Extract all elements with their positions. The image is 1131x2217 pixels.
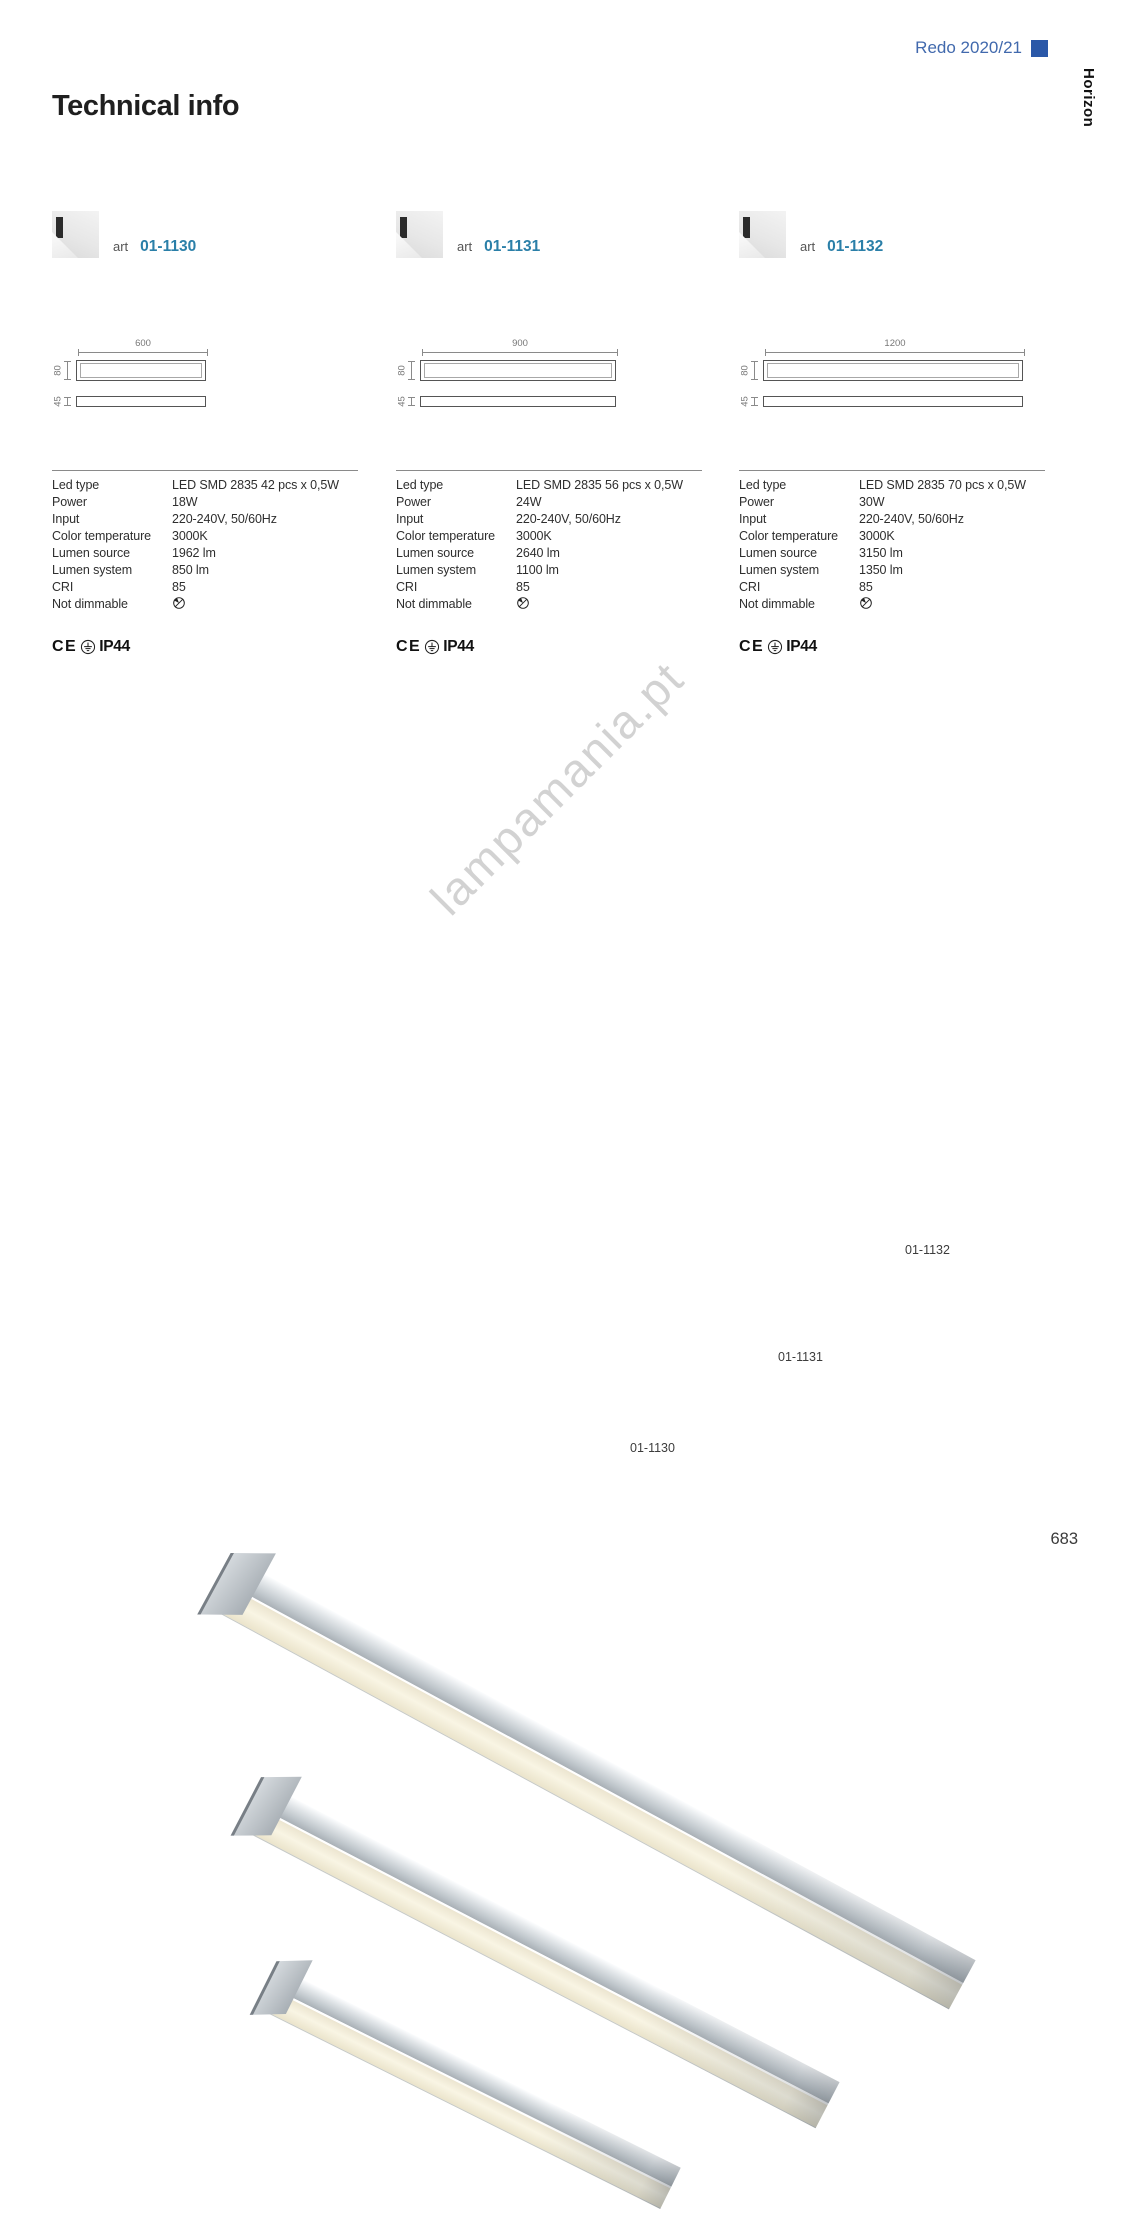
spec-value: 3000K [859,529,895,543]
spec-value: 30W [859,495,885,509]
dimension-line [67,397,68,406]
spec-value: 85 [172,580,186,594]
depth-dimension: 45 [52,396,64,407]
spec-value: 850 lm [172,563,209,577]
not-dimmable-icon [859,596,1045,613]
spec-label: Input [52,512,80,526]
spec-label: Not dimmable [739,597,815,611]
side-view-rect [76,396,206,407]
dimension-line [411,361,412,380]
spec-value: 220-240V, 50/60Hz [516,512,621,526]
spec-label: Color temperature [52,529,152,543]
spec-value: 1962 lm [172,546,216,560]
product-photo [0,760,1131,1480]
spec-label: Lumen system [739,563,820,577]
spec-label: Power [396,495,431,509]
certifications [52,638,358,656]
end-cap [197,1553,276,1615]
ip-rating: IP44 [786,638,817,655]
spec-value: 220-240V, 50/60Hz [172,512,277,526]
spec-label: Lumen source [739,546,818,560]
dimension-line [765,352,1025,353]
front-view-rect [76,360,206,381]
product-column-01-1131 [396,202,702,656]
dimension-drawing [739,338,1045,407]
spec-label: CRI [739,580,761,594]
earth-ground-icon [424,639,440,655]
spec-value: LED SMD 2835 70 pcs x 0,5W [859,478,1026,492]
page-number: 683 [1050,1530,1078,1548]
spec-value: 220-240V, 50/60Hz [859,512,964,526]
end-cap [231,1777,302,1836]
not-dimmable-icon [172,596,358,613]
dimension-line [67,361,68,380]
spec-label: Not dimmable [52,597,128,611]
spec-value: 24W [516,495,542,509]
front-view-rect [763,360,1023,381]
dimension-line [411,397,412,406]
art-label: art [457,239,473,254]
not-dimmable-icon [516,596,702,613]
photo-label-01-1131: 01-1131 [778,1350,823,1364]
dimension-line [754,361,755,380]
ip-rating: IP44 [443,638,474,655]
certifications [739,638,1045,656]
ce-mark-icon: CE [52,638,78,655]
art-number-link[interactable]: 01-1130 [140,238,197,255]
spec-table [396,470,702,613]
product-column-01-1132 [739,202,1045,656]
height-dimension: 80 [52,365,64,376]
spec-value: 18W [172,495,198,509]
spec-value: 1350 lm [859,563,903,577]
catalog-title: Redo 2020/21 [915,38,1022,57]
spec-label: CRI [396,580,418,594]
dimension-drawing [52,338,358,407]
spec-label: Led type [739,478,787,492]
side-view-rect [420,396,616,407]
art-number-link[interactable]: 01-1131 [484,238,541,255]
height-dimension: 80 [396,365,408,376]
spec-label: Input [396,512,424,526]
page-title: Technical info [52,90,240,122]
width-dimension: 900 [512,338,528,349]
spec-label: Input [739,512,767,526]
catalog-header [915,38,1048,58]
section-tab-horizon: Horizon [1080,68,1097,128]
spec-label: Power [739,495,774,509]
dimension-line [78,352,208,353]
spec-value: 3150 lm [859,546,903,560]
luminaire-image-01-1131 [239,1782,840,2128]
luminaire-image-01-1132 [206,1557,975,2009]
ip-rating: IP44 [99,638,130,655]
spec-value: 2640 lm [516,546,560,560]
earth-ground-icon [767,639,783,655]
spec-label: Lumen system [396,563,477,577]
spec-value: 85 [859,580,873,594]
spec-label: Not dimmable [396,597,472,611]
end-cap [250,1960,313,2015]
art-label: art [800,239,816,254]
width-dimension: 600 [135,338,151,349]
ce-mark-icon: CE [739,638,765,655]
spec-table [739,470,1045,613]
spec-label: Color temperature [739,529,839,543]
spec-value: LED SMD 2835 56 pcs x 0,5W [516,478,683,492]
depth-dimension: 45 [739,396,751,407]
side-view-rect [763,396,1023,407]
spec-value: LED SMD 2835 42 pcs x 0,5W [172,478,339,492]
spec-table [52,470,358,613]
spec-label: Lumen source [396,546,475,560]
dimension-line [422,352,618,353]
width-dimension: 1200 [884,338,906,349]
product-thumbnail-image [396,211,443,258]
dimension-drawing [396,338,702,407]
art-label: art [113,239,129,254]
spec-label: CRI [52,580,74,594]
spec-label: Led type [396,478,444,492]
product-thumbnail-image [739,211,786,258]
depth-dimension: 45 [396,396,408,407]
spec-label: Lumen source [52,546,131,560]
spec-value: 3000K [516,529,552,543]
product-column-01-1130 [52,202,358,656]
dimension-line [754,397,755,406]
art-number-link[interactable]: 01-1132 [827,238,884,255]
front-view-rect [420,360,616,381]
photo-label-01-1132: 01-1132 [905,1243,950,1257]
product-thumbnail-image [52,211,99,258]
photo-label-01-1130: 01-1130 [630,1441,675,1455]
spec-label: Led type [52,478,100,492]
watermark: lampamania.pt [420,651,694,925]
spec-value: 85 [516,580,530,594]
spec-value: 3000K [172,529,208,543]
spec-label: Lumen system [52,563,133,577]
spec-value: 1100 lm [516,563,559,577]
brand-square-icon [1031,40,1048,57]
earth-ground-icon [80,639,96,655]
spec-label: Color temperature [396,529,496,543]
ce-mark-icon: CE [396,638,422,655]
spec-label: Power [52,495,87,509]
height-dimension: 80 [739,365,751,376]
